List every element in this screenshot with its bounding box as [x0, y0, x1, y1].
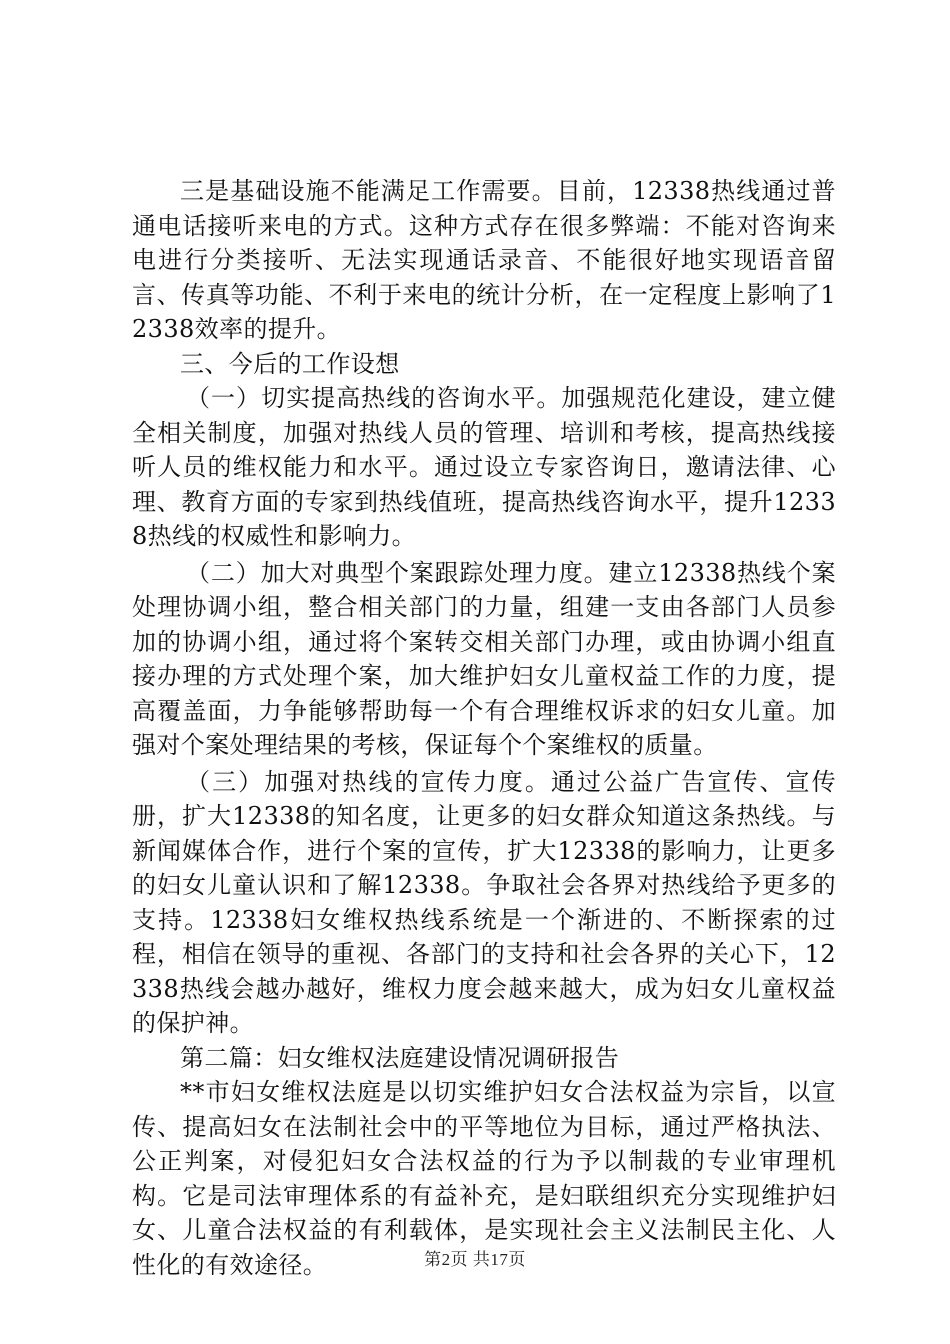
- paragraph-plan-two: （二）加大对典型个案跟踪处理力度。建立12338热线个案处理协调小组，整合相关部门的力量，组建一支由各部门人员参加的协调小组，通过将个案转交相关部门办理，或由协调小组直接办理的方式处理个案，加大维护妇女儿童权益工作的力度，提高覆盖面，力争能够帮助每一个有合理维权诉求的妇女儿童。加强对个案处理结果的考核，保证每个个案维权的质量。: [132, 558, 836, 759]
- section-heading-future-plans: 三、今后的工作设想: [180, 349, 400, 378]
- paragraph-court-intro: **市妇女维权法庭是以切实维护妇女合法权益为宗旨，以宣传、提高妇女在法制社会中的平等地位为目标，通过严格执法、公正判案，对侵犯妇女合法权益的行为予以制裁的专业审理机构。它是司法审理体系的有益补充，是妇联组织充分实现维护妇女、儿童合法权益的有利载体，是实现社会主义法制民主化、人性化的有效途径。: [132, 1078, 836, 1279]
- paragraph-plan-one: （一）切实提高热线的咨询水平。加强规范化建设，建立健全相关制度，加强对热线人员的管理、培训和考核，提高热线接听人员的维权能力和水平。通过设立专家咨询日，邀请法律、心理、教育方面的专家到热线值班，提高热线咨询水平，提升12338热线的权威性和影响力。: [132, 384, 836, 550]
- paragraph-infrastructure: 三是基础设施不能满足工作需要。目前，12338热线通过普通电话接听来电的方式。这种方式存在很多弊端：不能对咨询来电进行分类接听、无法实现通话录音、不能很好地实现语音留言、传真等功能、不利于来电的统计分析，在一定程度上影响了12338效率的提升。: [132, 177, 836, 343]
- paragraph-plan-three: （三）加强对热线的宣传力度。通过公益广告宣传、宣传册，扩大12338的知名度，让更多的妇女群众知道这条热线。与新闻媒体合作，进行个案的宣传，扩大12338的影响力，让更多的妇女儿童认识和了解12338。争取社会各界对热线给予更多的支持。12338妇女维权热线系统是一个渐进的、不断探索的过程，相信在领导的重视、各部门的支持和社会各界的关心下，12338热线会越办越好，维权力度会越来越大，成为妇女儿童权益的保护神。: [132, 767, 836, 1037]
- page-number-footer: 第2页 共17页: [424, 1250, 526, 1269]
- document-body: [132, 174, 836, 1282]
- chapter-heading-part-two: 第二篇：妇女维权法庭建设情况调研报告: [180, 1043, 620, 1072]
